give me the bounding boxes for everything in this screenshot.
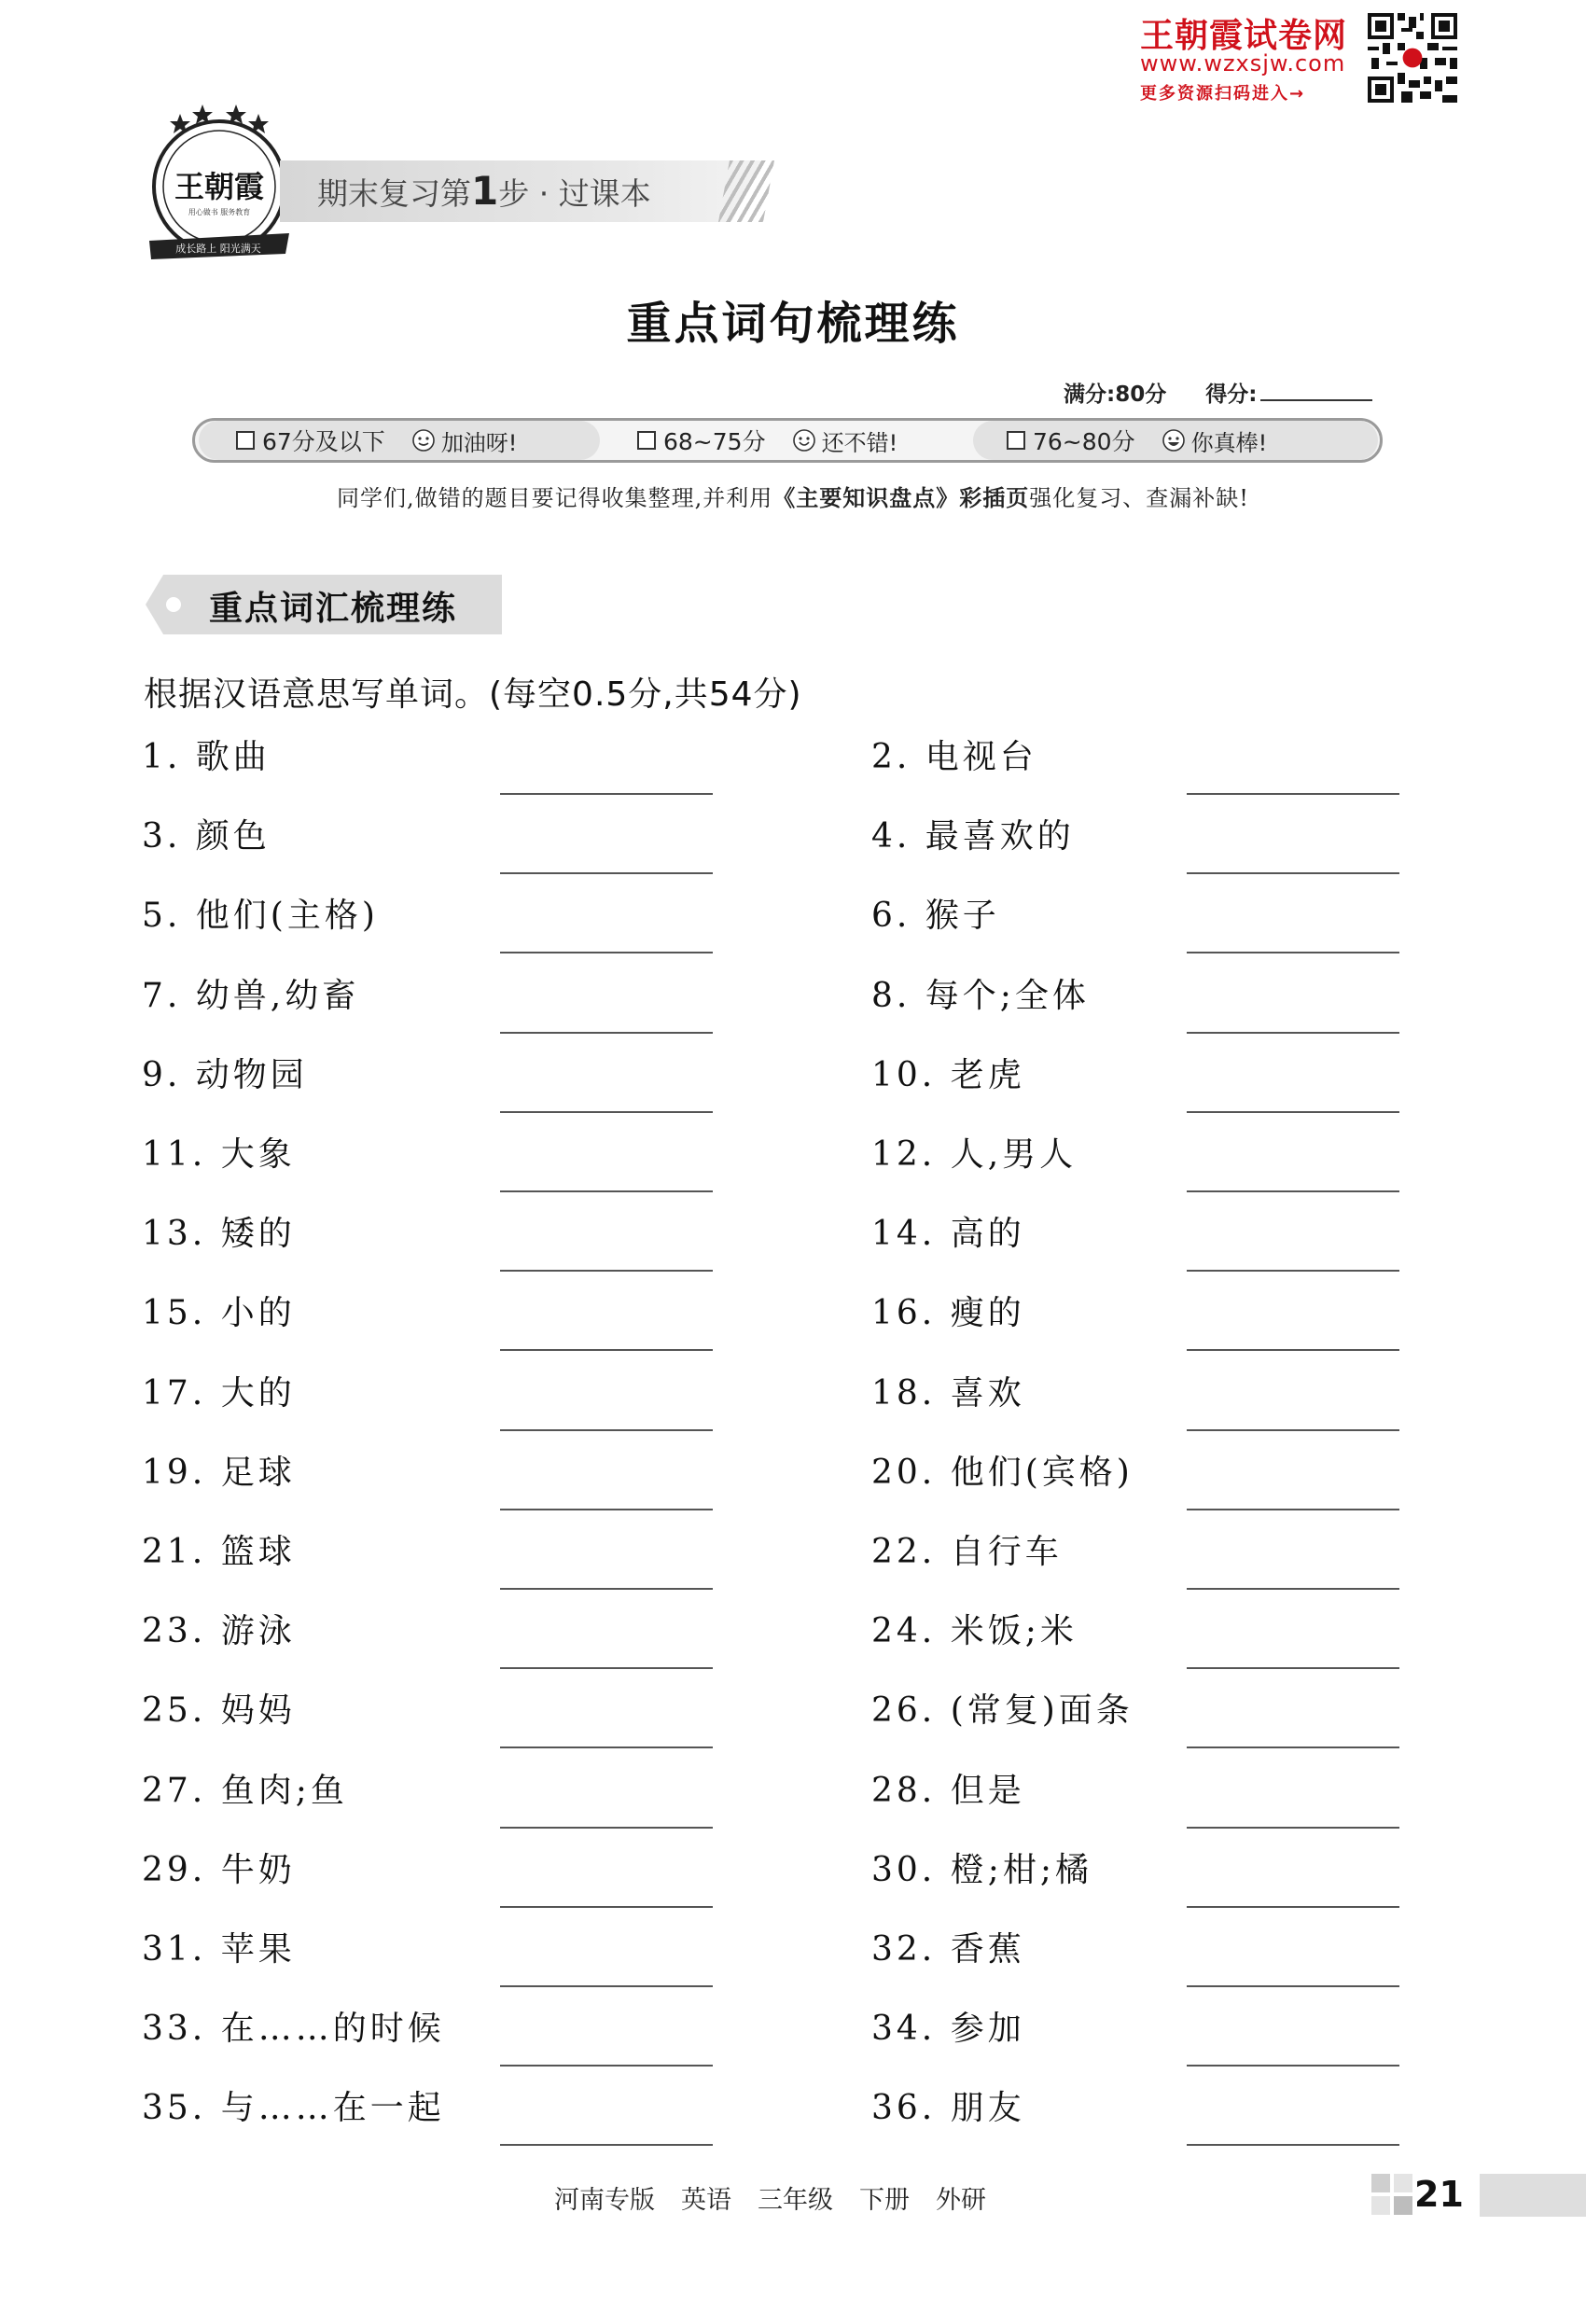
answer-blank[interactable] [500,952,713,953]
footer-info [554,2179,1012,2216]
grade-checkbox-mid[interactable] [637,431,656,450]
answer-blank[interactable] [500,1588,713,1590]
grade-segment-high [973,421,1378,460]
answer-blank[interactable] [500,1906,713,1908]
section-dot-icon [166,597,181,612]
answer-blank[interactable] [500,1827,713,1829]
grade-segment-mid [600,421,973,460]
answer-blank[interactable] [500,1746,713,1748]
answer-blank[interactable] [1187,1588,1399,1590]
item-label: 2. 电视台 [871,738,1037,776]
item-label: 23. 游泳 [142,1612,296,1651]
page-title: 重点词句梳理练 [626,298,960,350]
answer-blank[interactable] [1187,1509,1399,1510]
smile-face-icon [792,428,816,452]
wangzhaoxia-logo [140,101,299,269]
item-label: 21. 篮球 [142,1533,296,1571]
item-label: 30. 橙;柑;橘 [871,1850,1092,1889]
item-label: 34. 参加 [871,2010,1025,2049]
answer-blank[interactable] [500,1032,713,1034]
section-title: 重点词汇梳理练 [209,590,458,628]
brand-url[interactable]: www.wzxsjw.com [1140,50,1346,77]
page-blocks-icon [1371,2174,1414,2217]
answer-blank[interactable] [500,1349,713,1351]
answer-blank[interactable] [500,1509,713,1510]
score-got-label: 得分: [1205,383,1258,407]
item-label: 29. 牛奶 [142,1850,296,1889]
brand-scan-text: 更多资源扫码进入→ [1140,84,1306,104]
item-label: 22. 自行车 [871,1533,1063,1571]
grade-remark-low: 加油呀! [440,429,518,456]
answer-blank[interactable] [1187,1746,1399,1748]
item-label: 4. 最喜欢的 [871,817,1075,856]
item-label: 18. 喜欢 [871,1373,1025,1412]
answer-blank[interactable] [1187,1906,1399,1908]
answer-blank[interactable] [1187,2144,1399,2146]
item-label: 10. 老虎 [871,1055,1025,1094]
grading-bar [192,418,1383,463]
qr-code-icon[interactable] [1368,13,1457,103]
grade-segment-low [199,421,600,460]
answer-blank[interactable] [1187,1032,1399,1034]
answer-blank[interactable] [1187,1827,1399,1829]
footer-volume: 下册 [859,2186,910,2215]
item-label: 24. 米饭;米 [871,1612,1078,1651]
grade-range-mid: 68~75分 [663,428,766,455]
item-label: 32. 香蕉 [871,1930,1025,1969]
answer-blank[interactable] [500,1111,713,1113]
answer-blank[interactable] [1187,793,1399,795]
step-suffix: 步 · 过课本 [498,175,651,212]
full-score: 满分:80分 [1064,383,1167,407]
answer-blank[interactable] [1187,1667,1399,1669]
item-label: 15. 小的 [142,1294,296,1333]
notice-part1: 同学们,做错的题目要记得收集整理,并利用 [337,485,773,511]
answer-blank[interactable] [1187,1270,1399,1272]
answer-blank[interactable] [500,793,713,795]
item-label: 17. 大的 [142,1373,296,1412]
grade-checkbox-high[interactable] [1007,431,1025,450]
answer-blank[interactable] [1187,1111,1399,1113]
item-label: 33. 在……的时候 [142,2010,445,2049]
item-label: 7. 幼兽,幼畜 [142,976,360,1015]
notice-text [0,480,1586,512]
answer-blank[interactable] [1187,1190,1399,1192]
answer-blank[interactable] [500,2065,713,2067]
grade-remark-mid: 还不错! [821,429,898,456]
item-label: 5. 他们(主格) [142,897,379,936]
grade-checkbox-low[interactable] [236,431,255,450]
step-prefix: 期末复习第 [317,175,471,212]
item-label: 6. 猴子 [871,897,1000,936]
word-list [0,738,1586,2159]
item-label: 11. 大象 [142,1135,296,1174]
cheer-face-icon [411,428,436,452]
answer-blank[interactable] [1187,1429,1399,1431]
item-label: 1. 歌曲 [142,738,271,776]
grade-remark-high: 你真棒! [1190,429,1268,456]
item-label: 3. 颜色 [142,817,271,856]
footer-edition: 河南专版 [554,2186,655,2215]
item-label: 16. 瘦的 [871,1294,1025,1333]
footer-publisher: 外研 [936,2186,986,2215]
answer-blank[interactable] [500,1667,713,1669]
item-label: 25. 妈妈 [142,1691,296,1731]
notice-part2: 强化复习、查漏补缺! [1029,485,1249,511]
score-blank[interactable] [1260,383,1372,401]
item-label: 35. 与……在一起 [142,2089,445,2128]
item-label: 8. 每个;全体 [871,976,1090,1015]
answer-blank[interactable] [500,872,713,874]
item-label: 14. 高的 [871,1215,1025,1254]
answer-blank[interactable] [500,1429,713,1431]
instruction: 根据汉语意思写单词。(每空0.5分,共54分) [144,675,802,714]
logo-motto: 用心做书 服务教育 [188,208,251,216]
item-label: 20. 他们(宾格) [871,1453,1134,1492]
answer-blank[interactable] [1187,1349,1399,1351]
footer-subject: 英语 [681,2186,731,2215]
answer-blank[interactable] [1187,2065,1399,2067]
page-number: 21 [1414,2174,1464,2215]
item-label: 9. 动物园 [142,1055,308,1094]
logo-name: 王朝霞 [174,169,265,204]
step-number: 1 [471,168,499,214]
answer-blank[interactable] [500,1270,713,1272]
item-label: 28. 但是 [871,1771,1025,1810]
score-line [1064,377,1372,408]
item-label: 36. 朋友 [871,2089,1025,2128]
item-label: 13. 矮的 [142,1215,296,1254]
item-label: 26. (常复)面条 [871,1691,1134,1731]
item-label: 31. 苹果 [142,1930,296,1969]
answer-blank[interactable] [1187,952,1399,953]
item-label: 12. 人,男人 [871,1135,1078,1174]
grade-range-low: 67分及以下 [262,428,385,455]
page-bar [1480,2174,1586,2217]
answer-blank[interactable] [1187,872,1399,874]
answer-blank[interactable] [500,2144,713,2146]
grade-range-high: 76~80分 [1033,428,1135,455]
answer-blank[interactable] [500,1190,713,1192]
notice-highlight: 《主要知识盘点》彩插页 [772,485,1030,511]
brand-name: 王朝霞试卷网 [1140,17,1348,55]
footer-grade: 三年级 [758,2186,833,2215]
logo-ribbon: 成长路上 阳光满天 [175,243,261,255]
item-label: 19. 足球 [142,1453,296,1492]
item-label: 27. 鱼肉;鱼 [142,1771,348,1810]
answer-blank[interactable] [500,1985,713,1987]
step-banner-text [317,168,651,214]
thumbs-face-icon [1162,428,1186,452]
answer-blank[interactable] [1187,1985,1399,1987]
